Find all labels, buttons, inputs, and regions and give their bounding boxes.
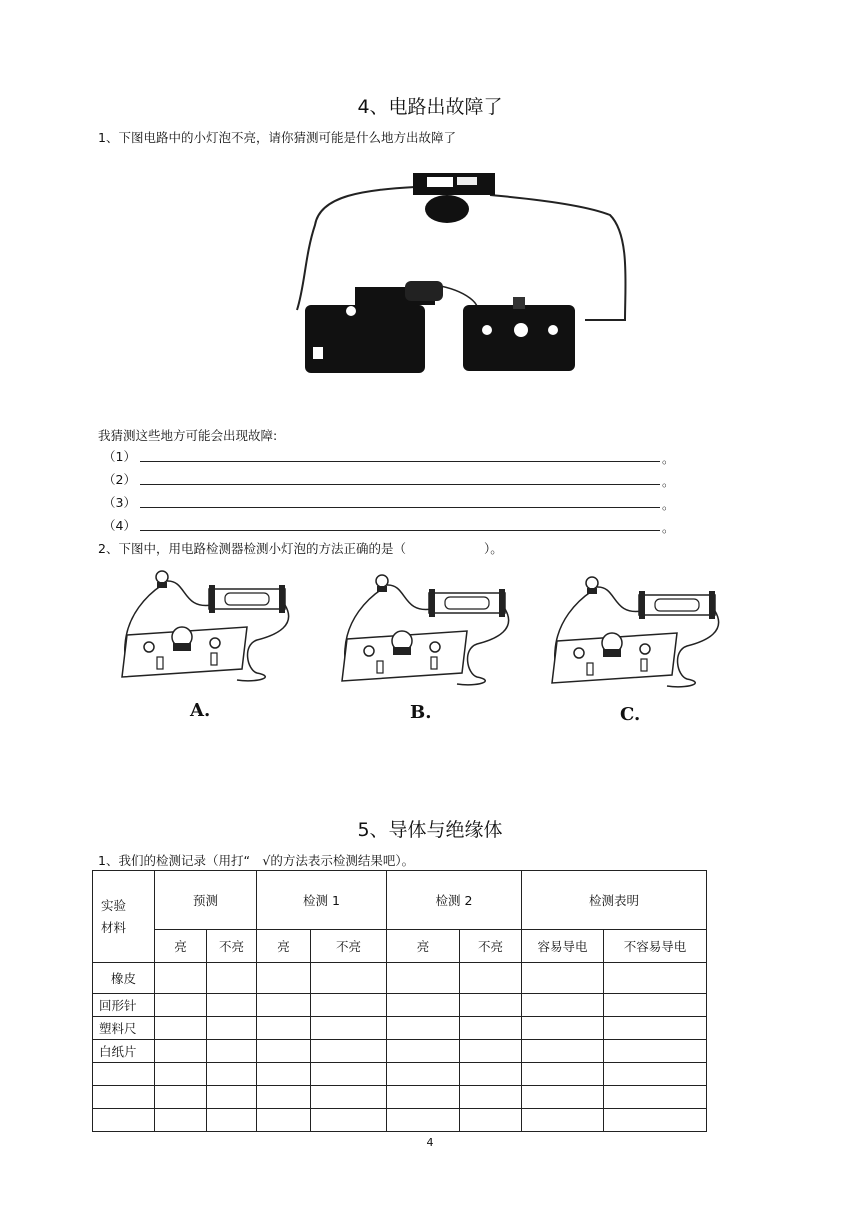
circuit-illustration — [285, 165, 655, 390]
answer-cell[interactable] — [522, 1086, 604, 1109]
answer-cell[interactable] — [311, 1063, 387, 1086]
answer-cell[interactable] — [522, 1017, 604, 1040]
answer-cell[interactable] — [604, 1040, 707, 1063]
answer-cell[interactable] — [387, 1017, 460, 1040]
answer-cell[interactable] — [257, 1109, 311, 1132]
option-a[interactable]: A. — [190, 700, 211, 721]
answer-cell[interactable] — [387, 1040, 460, 1063]
page-number: 4 — [426, 1136, 434, 1149]
answer-cell[interactable] — [257, 963, 311, 994]
answer-cell[interactable] — [311, 994, 387, 1017]
answer-cell[interactable] — [311, 1109, 387, 1132]
material-name — [93, 1086, 155, 1109]
material-header: 实验 材料 — [93, 871, 155, 963]
sub-header: 容易导电 — [522, 930, 604, 963]
blank-number: （1） — [103, 449, 136, 464]
table-row — [93, 1109, 707, 1132]
answer-cell[interactable] — [604, 1109, 707, 1132]
answer-cell[interactable] — [155, 1017, 207, 1040]
section4-title: 4、电路出故障了 — [357, 96, 503, 118]
option-b[interactable]: B. — [410, 702, 432, 723]
answer-cell[interactable] — [257, 1017, 311, 1040]
answer-cell[interactable] — [387, 994, 460, 1017]
sub-header: 不容易导电 — [604, 930, 707, 963]
table-row — [93, 1063, 707, 1086]
header-result: 检测表明 — [522, 871, 707, 930]
answer-cell[interactable] — [387, 1086, 460, 1109]
answer-cell[interactable] — [207, 963, 257, 994]
period: 。 — [662, 474, 675, 489]
material-name: 回形针 — [93, 994, 155, 1017]
question-record: 1、我们的检测记录（用打“ √的方法表示检测结果吧）。 — [98, 853, 415, 868]
answer-cell[interactable] — [257, 1063, 311, 1086]
blank-number: （4） — [103, 518, 136, 533]
answer-cell[interactable] — [522, 1109, 604, 1132]
answer-cell[interactable] — [522, 1040, 604, 1063]
material-name: 橡皮 — [93, 963, 155, 994]
answer-line[interactable] — [140, 507, 660, 508]
sub-header: 不亮 — [207, 930, 257, 963]
answer-cell[interactable] — [604, 1086, 707, 1109]
answer-cell[interactable] — [460, 1063, 522, 1086]
table-subheader-row — [93, 930, 707, 963]
answer-cell[interactable] — [460, 994, 522, 1017]
answer-cell[interactable] — [460, 963, 522, 994]
answer-cell[interactable] — [460, 1040, 522, 1063]
section5-title: 5、导体与绝缘体 — [357, 819, 503, 841]
answer-cell[interactable] — [522, 963, 604, 994]
answer-cell[interactable] — [522, 994, 604, 1017]
answer-cell[interactable] — [257, 1086, 311, 1109]
sub-header: 亮 — [257, 930, 311, 963]
answer-cell[interactable] — [207, 1063, 257, 1086]
question-2 — [98, 539, 503, 557]
answer-cell[interactable] — [257, 994, 311, 1017]
material-name — [93, 1063, 155, 1086]
answer-cell[interactable] — [460, 1109, 522, 1132]
question-1: 1、下图电路中的小灯泡不亮，请你猜测可能是什么地方出故障了 — [98, 130, 456, 145]
question-2-suffix: ）。 — [483, 541, 503, 556]
period: 。 — [662, 497, 675, 512]
answer-cell[interactable] — [155, 1109, 207, 1132]
table-row — [93, 1017, 707, 1040]
question-2-prefix: 2、下图中，用电路检测器检测小灯泡的方法正确的是（ — [98, 541, 406, 556]
answer-cell[interactable] — [155, 1063, 207, 1086]
answer-cell[interactable] — [311, 1017, 387, 1040]
answer-line[interactable] — [140, 530, 660, 531]
answer-cell[interactable] — [522, 1063, 604, 1086]
answer-cell[interactable] — [155, 1086, 207, 1109]
answer-cell[interactable] — [604, 1063, 707, 1086]
blank-number: （3） — [103, 495, 136, 510]
table-header-row — [93, 871, 707, 930]
answer-cell[interactable] — [155, 963, 207, 994]
table-row — [93, 963, 707, 994]
table-row — [93, 1040, 707, 1063]
sub-header: 亮 — [155, 930, 207, 963]
answer-cell[interactable] — [257, 1040, 311, 1063]
sub-header: 亮 — [387, 930, 460, 963]
sub-header: 不亮 — [311, 930, 387, 963]
answer-cell[interactable] — [207, 994, 257, 1017]
answer-cell[interactable] — [207, 1040, 257, 1063]
option-c[interactable]: C. — [620, 704, 641, 725]
header-test-1: 检测 1 — [257, 871, 387, 930]
answer-cell[interactable] — [387, 1063, 460, 1086]
answer-cell[interactable] — [207, 1109, 257, 1132]
answer-cell[interactable] — [311, 1086, 387, 1109]
answer-cell[interactable] — [311, 1040, 387, 1063]
material-name — [93, 1109, 155, 1132]
answer-cell[interactable] — [460, 1017, 522, 1040]
header-prediction: 预测 — [155, 871, 257, 930]
blank-number: （2） — [103, 472, 136, 487]
record-table — [92, 870, 707, 1132]
answer-cell[interactable] — [207, 1086, 257, 1109]
period: 。 — [662, 451, 675, 466]
material-name: 白纸片 — [93, 1040, 155, 1063]
answer-cell[interactable] — [311, 963, 387, 994]
answer-cell[interactable] — [387, 963, 460, 994]
period: 。 — [662, 520, 675, 535]
answer-cell[interactable] — [460, 1086, 522, 1109]
table-row — [93, 994, 707, 1017]
answer-cell[interactable] — [387, 1109, 460, 1132]
header-test-2: 检测 2 — [387, 871, 522, 930]
sub-header: 不亮 — [460, 930, 522, 963]
answer-cell[interactable] — [604, 1017, 707, 1040]
answer-cell[interactable] — [207, 1017, 257, 1040]
answer-cell[interactable] — [604, 963, 707, 994]
answer-cell[interactable] — [155, 1040, 207, 1063]
guess-intro: 我猜测这些地方可能会出现故障: — [98, 428, 278, 443]
answer-line[interactable] — [140, 484, 660, 485]
answer-cell[interactable] — [604, 994, 707, 1017]
table-row — [93, 1086, 707, 1109]
answer-line[interactable] — [140, 461, 660, 462]
material-name: 塑料尺 — [93, 1017, 155, 1040]
answer-cell[interactable] — [155, 994, 207, 1017]
